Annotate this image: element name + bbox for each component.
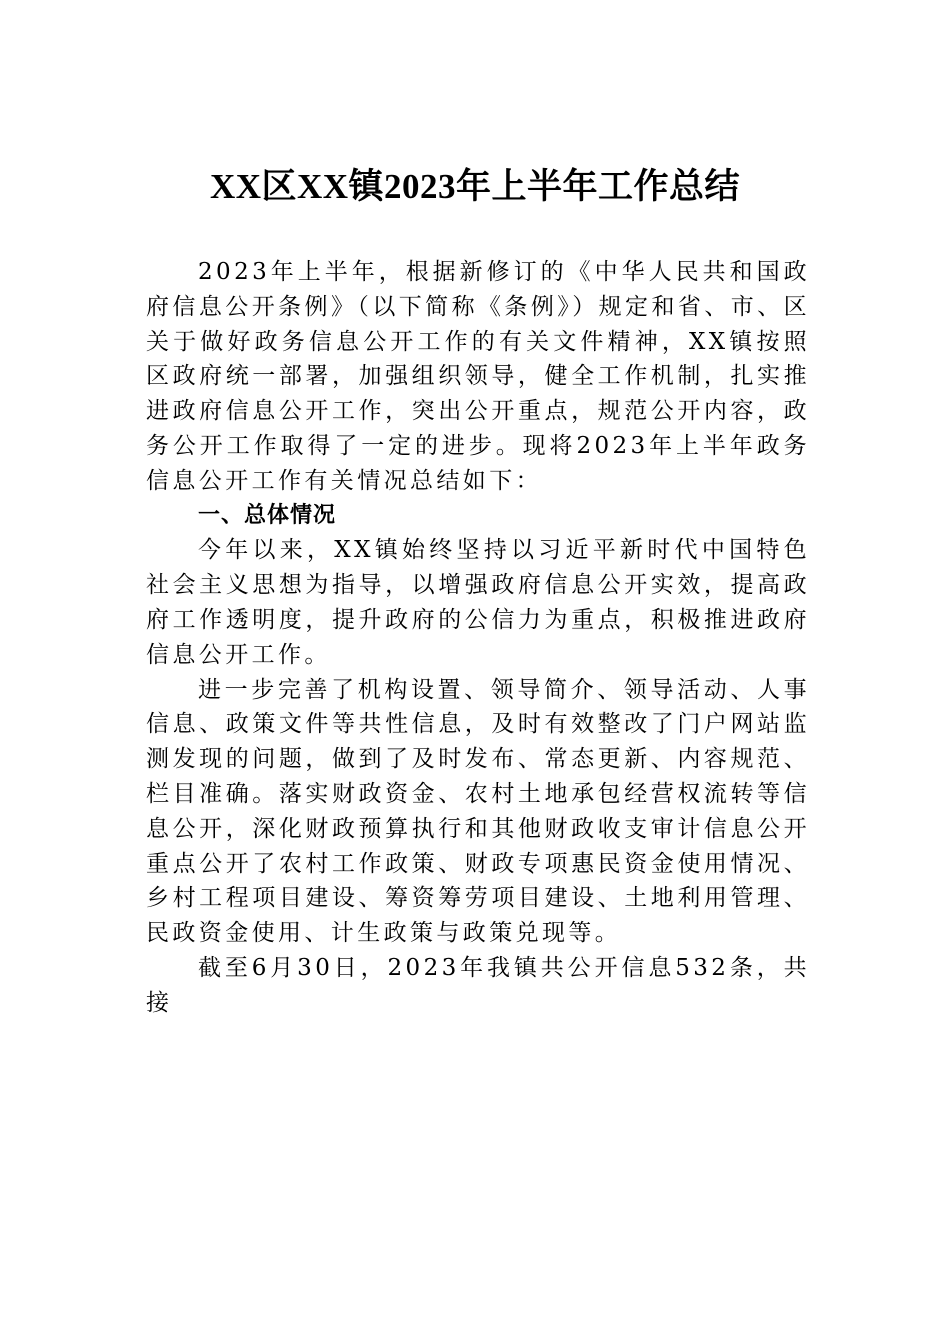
- paragraph-disclosure-content: 进一步完善了机构设置、领导简介、领导活动、人事信息、政策文件等共性信息，及时有效整改了门户网站监测发现的问题，做到了及时发布、常态更新、内容规范、栏目准确。落实财政资金、农村土地承包经营权流转等信息公开，深化财政预算执行和其他财政收支审计信息公开重点公开了农村工作政策、财政专项惠民资金使用情况、乡村工程项目建设、筹资筹劳项目建设、土地利用管理、民政资金使用、计生政策与政策兑现等。: [146, 676, 810, 947]
- section-heading-overall: 一、总体情况: [198, 502, 337, 528]
- paragraph-statistics: 截至6月30日，2023年我镇共公开信息532条，共接: [146, 954, 810, 1016]
- document-body: [146, 255, 810, 1021]
- intro-paragraph: 2023年上半年，根据新修订的《中华人民共和国政府信息公开条例》（以下简称《条例》）规定和省、市、区关于做好政务信息公开工作的有关文件精神，XX镇按照区政府统一部署，加强组织领导，健全工作机制，扎实推进政府信息公开工作，突出公开重点，规范公开内容，政务公开工作取得了一定的进步。现将2023年上半年政务信息公开工作有关情况总结如下：: [146, 259, 810, 494]
- document-title: XX区XX镇2023年上半年工作总结: [209, 167, 741, 206]
- paragraph-guiding-ideology: 今年以来，XX镇始终坚持以习近平新时代中国特色社会主义思想为指导，以增强政府信息公开实效，提高政府工作透明度，提升政府的公信力为重点，积极推进政府信息公开工作。: [146, 537, 810, 668]
